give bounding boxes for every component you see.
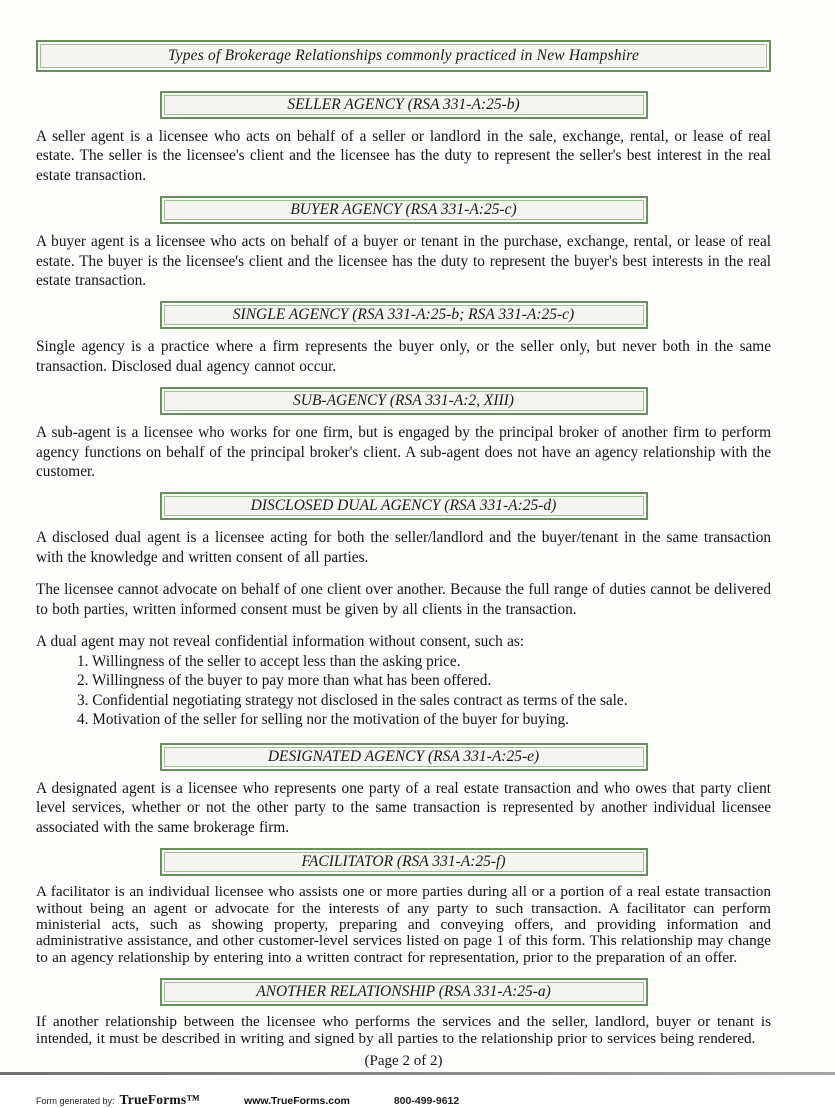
section-heading: SUB-AGENCY (RSA 331-A:2, XIII) [293,392,514,410]
section-single-agency [36,301,771,376]
section-heading: SELLER AGENCY (RSA 331-A:25-b) [287,96,520,113]
section-paragraph: If another relationship between the licensee who performs the services and the seller, landlord, buyer or tenant is intended, it must be described in writing and signed by all parties to the relationship prior to services being rendered. [36,1013,771,1047]
section-paragraph: A facilitator is an individual licensee who assists one or more parties during all or a portion of a real estate transaction without being an agent or advocate for the interests of any party to such transaction. A facilitator can perform ministerial acts, such as showing property, preparing and conveying offers, and providing information and administrative assistance, and other customer-level services listed on page 1 of this form. This relationship may change to an agency relationship by entering into a written contract for representation, prior to the preparation of an offer. [36,883,771,966]
section-disclosed-dual-agency [36,492,771,729]
section-another-relationship [36,978,771,1047]
section-heading-box [160,301,648,329]
footer [36,1092,771,1108]
section-heading: DESIGNATED AGENCY (RSA 331-A:25-e) [267,747,540,765]
footer-url: www.TrueForms.com [244,1094,350,1107]
section-heading-box [160,387,648,415]
section-heading-box [160,978,648,1006]
section-facilitator [36,848,771,966]
section-heading: BUYER AGENCY (RSA 331-A:25-c) [290,201,517,219]
section-paragraph: A designated agent is a licensee who represents one party of a real estate transaction and who owes that party client level services, whether or not the other party to the same transaction is represented by another individual licensee associated with the same brokerage firm. [36,779,771,836]
section-buyer-agency [36,196,771,290]
list-item: 3. Confidential negotiating strategy not disclosed in the sales contract as terms of the sale. [77,691,628,709]
page-title: Types of Brokerage Relationships commonly practiced in New Hampshire [167,47,640,64]
section-paragraph: A buyer agent is a licensee who acts on behalf of a buyer or tenant in the purchase, exchange, rental, or lease of real estate. The buyer is the licensee's client and the licensee has the duty to represent the buyer's best interests in the real estate transaction. [36,233,771,290]
section-paragraph: A seller agent is a licensee who acts on behalf of a seller or landlord in the sale, exchange, rental, or lease of real estate. The seller is the licensee's client and the licensee has the duty to represent the seller's best interest in the real estate transaction. [36,128,771,184]
section-heading: FACILITATOR (RSA 331-A:25-f) [301,853,506,871]
footer-generated-by-label: Form generated by: [36,1095,115,1106]
list-item: 4. Motivation of the seller for selling nor the motivation of the buyer for buying. [77,711,569,729]
section-heading-box [160,492,648,520]
section-heading-box [160,848,648,876]
list-intro: A dual agent may not reveal confidential information without consent, such as: [36,633,525,651]
section-sub-agency [36,387,771,481]
dual-agency-list [77,652,771,730]
footer-phone: 800-499-9612 [393,1094,460,1107]
section-heading-box [160,196,648,224]
section-heading: SINGLE AGENCY (RSA 331-A:25-b; RSA 331-A:25-c) [232,306,575,324]
section-heading: ANOTHER RELATIONSHIP (RSA 331-A:25-a) [256,983,551,1001]
section-paragraph: A sub-agent is a licensee who works for one firm, but is engaged by the principal broker of another firm to perform agency functions on behalf of the principal broker's client. A sub-agent does not have an agency relationship with the customer. [36,424,771,481]
section-paragraph: A disclosed dual agent is a licensee acting for both the seller/landlord and the buyer/tenant in the same transaction with the knowledge and written consent of all parties. [36,529,771,566]
list-item: 1. Willingness of the seller to accept less than the asking price. [77,652,461,670]
section-paragraph: The licensee cannot advocate on behalf of one client over another. Because the full range of duties cannot be delivered to both parties, written informed consent must be given by all clients in the transaction. [36,581,771,618]
section-designated-agency [36,743,771,837]
section-heading: DISCLOSED DUAL AGENCY (RSA 331-A:25-d) [250,497,557,515]
title-box [36,40,771,72]
page-bottom-edge [0,1072,835,1075]
list-item: 2. Willingness of the buyer to pay more than what has been offered. [77,672,492,690]
brand-name: TrueForms™ [119,1091,201,1107]
section-paragraph: Single agency is a practice where a firm represents the buyer only, or the seller only, but never both in the same transaction. Disclosed dual agency cannot occur. [36,338,771,375]
section-heading-box [160,743,648,771]
section-seller-agency [36,91,771,185]
section-heading-box [160,91,648,119]
page-number: (Page 2 of 2) [364,1052,443,1069]
